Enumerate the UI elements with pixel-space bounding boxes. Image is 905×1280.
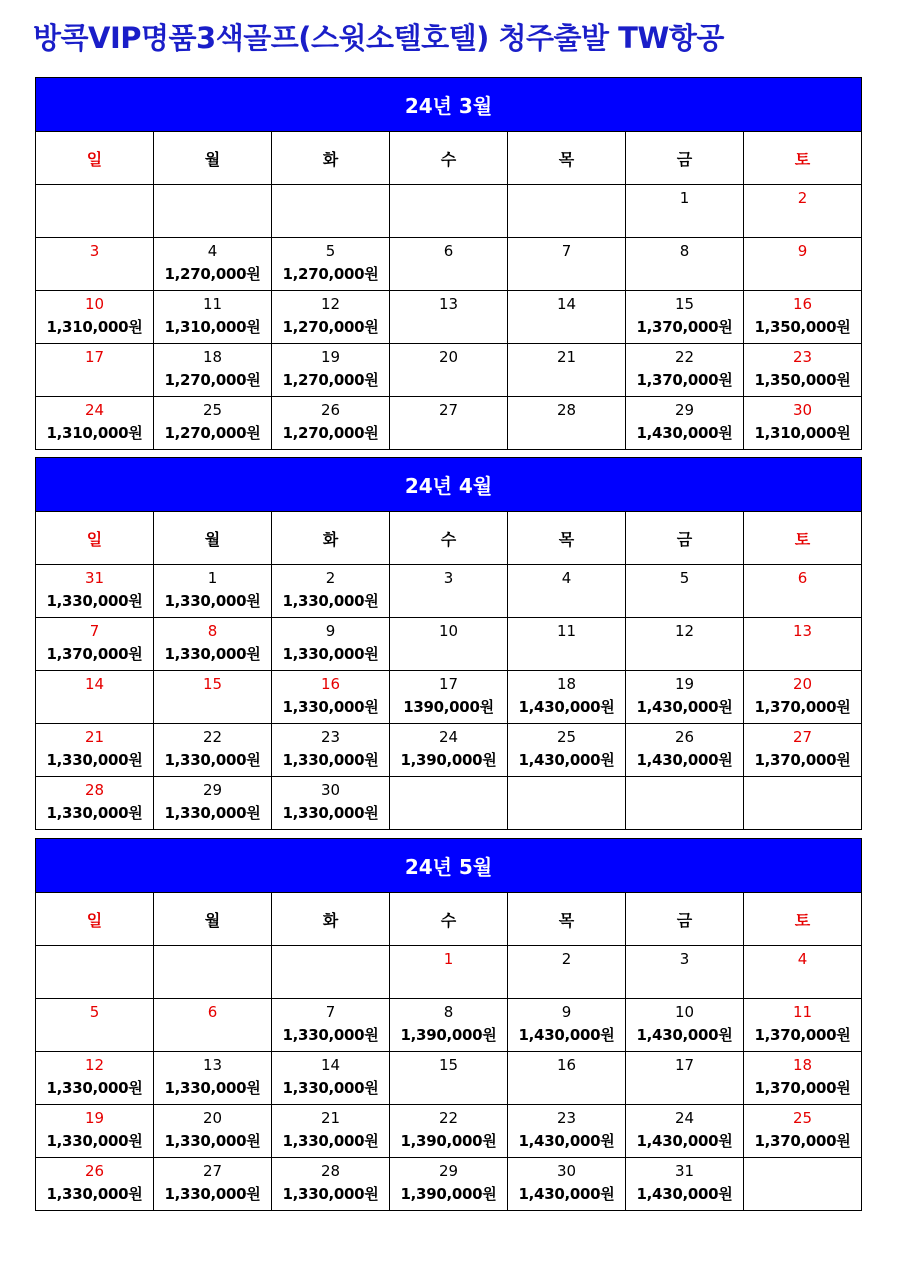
day-number: 8 (207, 622, 218, 640)
day-number: 4 (207, 242, 218, 260)
week-row (36, 671, 862, 724)
day-cell (272, 1158, 390, 1211)
day-cell (36, 1158, 154, 1211)
day-number: 27 (202, 1162, 223, 1180)
tour-price: 1,350,000원 (754, 318, 851, 336)
tour-price: 1,430,000원 (636, 1185, 733, 1203)
day-cell (508, 618, 626, 671)
day-cell (508, 291, 626, 344)
tour-price: 1,270,000원 (164, 424, 261, 442)
tour-price: 1,430,000원 (518, 1132, 615, 1150)
tour-price: 1,330,000원 (282, 804, 379, 822)
day-cell (744, 291, 862, 344)
empty-day-cell (626, 777, 744, 830)
day-number: 23 (320, 728, 341, 746)
tour-price: 1,370,000원 (754, 698, 851, 716)
day-cell (626, 238, 744, 291)
week-row (36, 238, 862, 291)
tour-price: 1,270,000원 (282, 265, 379, 283)
day-number: 17 (84, 348, 105, 366)
day-cell (154, 1158, 272, 1211)
month-title: 24년 4월 (36, 458, 862, 512)
week-row (36, 1105, 862, 1158)
day-number: 5 (325, 242, 336, 260)
day-cell (744, 397, 862, 450)
day-number: 22 (438, 1109, 459, 1127)
weekday-header: 목 (508, 132, 626, 185)
day-number: 11 (202, 295, 223, 313)
tour-price: 1,330,000원 (46, 751, 143, 769)
week-row (36, 1052, 862, 1105)
empty-day-cell (154, 185, 272, 238)
month-title: 24년 5월 (36, 839, 862, 893)
tour-price: 1,350,000원 (754, 371, 851, 389)
weekday-header: 화 (272, 893, 390, 946)
tour-price: 1,330,000원 (282, 645, 379, 663)
day-cell (36, 618, 154, 671)
day-number: 31 (84, 569, 105, 587)
day-number: 9 (797, 242, 808, 260)
empty-day-cell (154, 946, 272, 999)
weekday-header: 수 (390, 132, 508, 185)
tour-price: 1,330,000원 (164, 1132, 261, 1150)
day-cell (36, 777, 154, 830)
day-number: 6 (207, 1003, 218, 1021)
day-number: 10 (84, 295, 105, 313)
day-cell (272, 777, 390, 830)
day-cell (626, 999, 744, 1052)
day-cell (626, 185, 744, 238)
day-cell (390, 1052, 508, 1105)
day-number: 24 (674, 1109, 695, 1127)
day-number: 12 (674, 622, 695, 640)
day-cell (626, 344, 744, 397)
tour-price: 1,270,000원 (164, 265, 261, 283)
tour-price: 1,330,000원 (282, 1185, 379, 1203)
day-number: 11 (792, 1003, 813, 1021)
day-cell (272, 1105, 390, 1158)
day-cell (744, 185, 862, 238)
tour-price: 1,430,000원 (518, 1185, 615, 1203)
tour-price: 1,430,000원 (518, 698, 615, 716)
day-cell (272, 565, 390, 618)
tour-price: 1,330,000원 (46, 1079, 143, 1097)
day-number: 15 (674, 295, 695, 313)
tour-price: 1,310,000원 (46, 424, 143, 442)
empty-day-cell (36, 185, 154, 238)
day-number: 11 (556, 622, 577, 640)
day-cell (626, 1052, 744, 1105)
weekday-header: 토 (744, 893, 862, 946)
day-number: 29 (674, 401, 695, 419)
week-row (36, 185, 862, 238)
day-number: 8 (443, 1003, 454, 1021)
day-cell (154, 1052, 272, 1105)
tour-price: 1,370,000원 (46, 645, 143, 663)
day-cell (36, 344, 154, 397)
day-cell (36, 291, 154, 344)
day-cell (626, 671, 744, 724)
empty-day-cell (508, 777, 626, 830)
day-number: 29 (438, 1162, 459, 1180)
day-number: 16 (792, 295, 813, 313)
day-cell (154, 397, 272, 450)
day-number: 19 (320, 348, 341, 366)
day-number: 7 (561, 242, 572, 260)
day-number: 21 (84, 728, 105, 746)
day-cell (272, 291, 390, 344)
day-cell (154, 671, 272, 724)
weekday-header: 월 (154, 512, 272, 565)
day-number: 4 (561, 569, 572, 587)
tour-price: 1,330,000원 (282, 592, 379, 610)
day-cell (744, 724, 862, 777)
day-number: 17 (674, 1056, 695, 1074)
day-number: 20 (438, 348, 459, 366)
page-title: 방콕VIP명품3색골프(스윗소텔호텔) 청주출발 TW항공 (33, 21, 724, 55)
day-number: 10 (438, 622, 459, 640)
tour-price: 1,430,000원 (636, 751, 733, 769)
day-cell (508, 344, 626, 397)
day-number: 21 (320, 1109, 341, 1127)
tour-price: 1,310,000원 (46, 318, 143, 336)
day-cell (390, 724, 508, 777)
week-row (36, 777, 862, 830)
tour-price: 1,370,000원 (754, 751, 851, 769)
day-number: 14 (84, 675, 105, 693)
day-cell (508, 565, 626, 618)
tour-price: 1,330,000원 (164, 804, 261, 822)
tour-price: 1,270,000원 (282, 318, 379, 336)
day-number: 18 (792, 1056, 813, 1074)
day-cell (272, 397, 390, 450)
day-cell (626, 618, 744, 671)
day-number: 18 (202, 348, 223, 366)
tour-price: 1,370,000원 (754, 1132, 851, 1150)
day-number: 28 (320, 1162, 341, 1180)
day-number: 19 (674, 675, 695, 693)
day-cell (390, 1105, 508, 1158)
month-calendar (35, 457, 862, 830)
tour-price: 1,430,000원 (518, 1026, 615, 1044)
day-cell (508, 238, 626, 291)
day-cell (744, 344, 862, 397)
day-number: 28 (84, 781, 105, 799)
empty-day-cell (744, 1158, 862, 1211)
day-number: 6 (797, 569, 808, 587)
day-cell (36, 565, 154, 618)
weekday-header: 화 (272, 512, 390, 565)
day-number: 13 (438, 295, 459, 313)
day-cell (154, 344, 272, 397)
day-number: 2 (561, 950, 572, 968)
day-cell (390, 397, 508, 450)
day-cell (272, 1052, 390, 1105)
day-cell (390, 618, 508, 671)
weekday-header: 수 (390, 512, 508, 565)
tour-price: 1,370,000원 (754, 1079, 851, 1097)
weekday-header: 일 (36, 512, 154, 565)
day-number: 22 (202, 728, 223, 746)
day-number: 22 (674, 348, 695, 366)
tour-price: 1,430,000원 (636, 1132, 733, 1150)
tour-price: 1,330,000원 (46, 1185, 143, 1203)
day-number: 31 (674, 1162, 695, 1180)
day-number: 23 (556, 1109, 577, 1127)
tour-price: 1,430,000원 (518, 751, 615, 769)
day-number: 25 (792, 1109, 813, 1127)
weekday-header: 토 (744, 512, 862, 565)
day-cell (272, 999, 390, 1052)
day-cell (744, 999, 862, 1052)
day-number: 8 (679, 242, 690, 260)
tour-price: 1,330,000원 (164, 751, 261, 769)
day-cell (390, 999, 508, 1052)
day-number: 21 (556, 348, 577, 366)
day-cell (744, 1105, 862, 1158)
day-cell (508, 724, 626, 777)
day-cell (390, 344, 508, 397)
day-cell (626, 1158, 744, 1211)
day-number: 12 (320, 295, 341, 313)
day-number: 4 (797, 950, 808, 968)
day-cell (508, 999, 626, 1052)
day-number: 15 (438, 1056, 459, 1074)
tour-price: 1,330,000원 (46, 804, 143, 822)
day-number: 20 (792, 675, 813, 693)
empty-day-cell (508, 185, 626, 238)
week-row (36, 344, 862, 397)
tour-price: 1,270,000원 (164, 371, 261, 389)
day-cell (36, 238, 154, 291)
day-number: 5 (89, 1003, 100, 1021)
day-cell (154, 724, 272, 777)
day-number: 30 (320, 781, 341, 799)
day-number: 1 (443, 950, 454, 968)
day-cell (626, 1105, 744, 1158)
week-row (36, 946, 862, 999)
tour-price: 1,310,000원 (164, 318, 261, 336)
month-calendar (35, 77, 862, 450)
day-cell (390, 565, 508, 618)
tour-price: 1,430,000원 (636, 1026, 733, 1044)
weekday-header: 화 (272, 132, 390, 185)
day-number: 26 (320, 401, 341, 419)
month-calendar (35, 838, 862, 1211)
month-title: 24년 3월 (36, 78, 862, 132)
weekday-header: 월 (154, 132, 272, 185)
tour-price: 1,430,000원 (636, 424, 733, 442)
day-cell (272, 671, 390, 724)
weekday-header: 목 (508, 893, 626, 946)
empty-day-cell (36, 946, 154, 999)
day-cell (508, 397, 626, 450)
day-number: 29 (202, 781, 223, 799)
day-number: 2 (325, 569, 336, 587)
day-number: 13 (792, 622, 813, 640)
day-number: 7 (325, 1003, 336, 1021)
weekday-header: 월 (154, 893, 272, 946)
tour-price: 1,390,000원 (400, 1185, 497, 1203)
day-number: 18 (556, 675, 577, 693)
day-cell (744, 238, 862, 291)
tour-price: 1,330,000원 (282, 1132, 379, 1150)
day-cell (744, 618, 862, 671)
day-cell (154, 999, 272, 1052)
weekday-header: 금 (626, 893, 744, 946)
day-cell (390, 1158, 508, 1211)
day-cell (744, 946, 862, 999)
tour-price: 1,390,000원 (400, 1026, 497, 1044)
tour-price: 1,370,000원 (636, 318, 733, 336)
day-number: 28 (556, 401, 577, 419)
day-cell (508, 1052, 626, 1105)
tour-price: 1,330,000원 (282, 698, 379, 716)
day-cell (36, 397, 154, 450)
day-cell (272, 344, 390, 397)
day-number: 26 (84, 1162, 105, 1180)
weekday-header: 금 (626, 512, 744, 565)
tour-price: 1,370,000원 (754, 1026, 851, 1044)
empty-day-cell (744, 777, 862, 830)
day-cell (744, 565, 862, 618)
tour-price: 1,330,000원 (164, 1079, 261, 1097)
tour-price: 1,330,000원 (282, 751, 379, 769)
day-number: 3 (443, 569, 454, 587)
weekday-header: 일 (36, 132, 154, 185)
day-number: 12 (84, 1056, 105, 1074)
day-cell (154, 777, 272, 830)
day-cell (154, 618, 272, 671)
day-number: 26 (674, 728, 695, 746)
day-number: 9 (561, 1003, 572, 1021)
day-number: 14 (320, 1056, 341, 1074)
day-number: 25 (202, 401, 223, 419)
day-number: 17 (438, 675, 459, 693)
weekday-header: 목 (508, 512, 626, 565)
day-cell (626, 946, 744, 999)
weekday-header: 일 (36, 893, 154, 946)
day-cell (36, 671, 154, 724)
day-number: 13 (202, 1056, 223, 1074)
day-cell (36, 724, 154, 777)
tour-price: 1,370,000원 (636, 371, 733, 389)
day-number: 23 (792, 348, 813, 366)
week-row (36, 397, 862, 450)
day-cell (744, 1052, 862, 1105)
tour-price: 1,270,000원 (282, 371, 379, 389)
day-number: 1 (679, 189, 690, 207)
day-number: 16 (320, 675, 341, 693)
weekday-header: 토 (744, 132, 862, 185)
day-number: 7 (89, 622, 100, 640)
day-cell (154, 291, 272, 344)
day-number: 30 (792, 401, 813, 419)
day-cell (36, 999, 154, 1052)
day-number: 15 (202, 675, 223, 693)
day-number: 20 (202, 1109, 223, 1127)
day-cell (508, 671, 626, 724)
day-cell (390, 946, 508, 999)
day-number: 3 (89, 242, 100, 260)
tour-price: 1,330,000원 (164, 1185, 261, 1203)
day-number: 1 (207, 569, 218, 587)
empty-day-cell (390, 777, 508, 830)
empty-day-cell (272, 946, 390, 999)
day-cell (154, 238, 272, 291)
tour-price: 1,330,000원 (282, 1026, 379, 1044)
day-number: 27 (438, 401, 459, 419)
tour-price: 1,330,000원 (164, 645, 261, 663)
tour-price: 1,330,000원 (46, 1132, 143, 1150)
day-cell (154, 565, 272, 618)
day-cell (272, 618, 390, 671)
tour-price: 1390,000원 (403, 698, 494, 716)
tour-price: 1,430,000원 (636, 698, 733, 716)
day-cell (744, 671, 862, 724)
day-cell (154, 1105, 272, 1158)
week-row (36, 291, 862, 344)
day-number: 16 (556, 1056, 577, 1074)
day-number: 25 (556, 728, 577, 746)
day-number: 2 (797, 189, 808, 207)
day-cell (272, 724, 390, 777)
day-cell (390, 291, 508, 344)
week-row (36, 724, 862, 777)
day-cell (36, 1052, 154, 1105)
empty-day-cell (272, 185, 390, 238)
day-cell (626, 397, 744, 450)
day-cell (390, 238, 508, 291)
day-number: 14 (556, 295, 577, 313)
day-number: 24 (438, 728, 459, 746)
tour-price: 1,390,000원 (400, 751, 497, 769)
day-cell (508, 1105, 626, 1158)
day-number: 19 (84, 1109, 105, 1127)
day-cell (508, 946, 626, 999)
tour-price: 1,330,000원 (46, 592, 143, 610)
week-row (36, 618, 862, 671)
day-number: 27 (792, 728, 813, 746)
empty-day-cell (390, 185, 508, 238)
tour-price: 1,390,000원 (400, 1132, 497, 1150)
day-number: 9 (325, 622, 336, 640)
day-cell (626, 565, 744, 618)
week-row (36, 1158, 862, 1211)
week-row (36, 999, 862, 1052)
tour-price: 1,330,000원 (282, 1079, 379, 1097)
day-cell (36, 1105, 154, 1158)
day-cell (626, 724, 744, 777)
day-number: 30 (556, 1162, 577, 1180)
weekday-header: 금 (626, 132, 744, 185)
weekday-header: 수 (390, 893, 508, 946)
tour-price: 1,330,000원 (164, 592, 261, 610)
day-cell (272, 238, 390, 291)
day-cell (390, 671, 508, 724)
week-row (36, 565, 862, 618)
day-number: 3 (679, 950, 690, 968)
day-cell (626, 291, 744, 344)
day-number: 6 (443, 242, 454, 260)
day-cell (508, 1158, 626, 1211)
day-number: 24 (84, 401, 105, 419)
tour-price: 1,270,000원 (282, 424, 379, 442)
day-number: 5 (679, 569, 690, 587)
day-number: 10 (674, 1003, 695, 1021)
tour-price: 1,310,000원 (754, 424, 851, 442)
